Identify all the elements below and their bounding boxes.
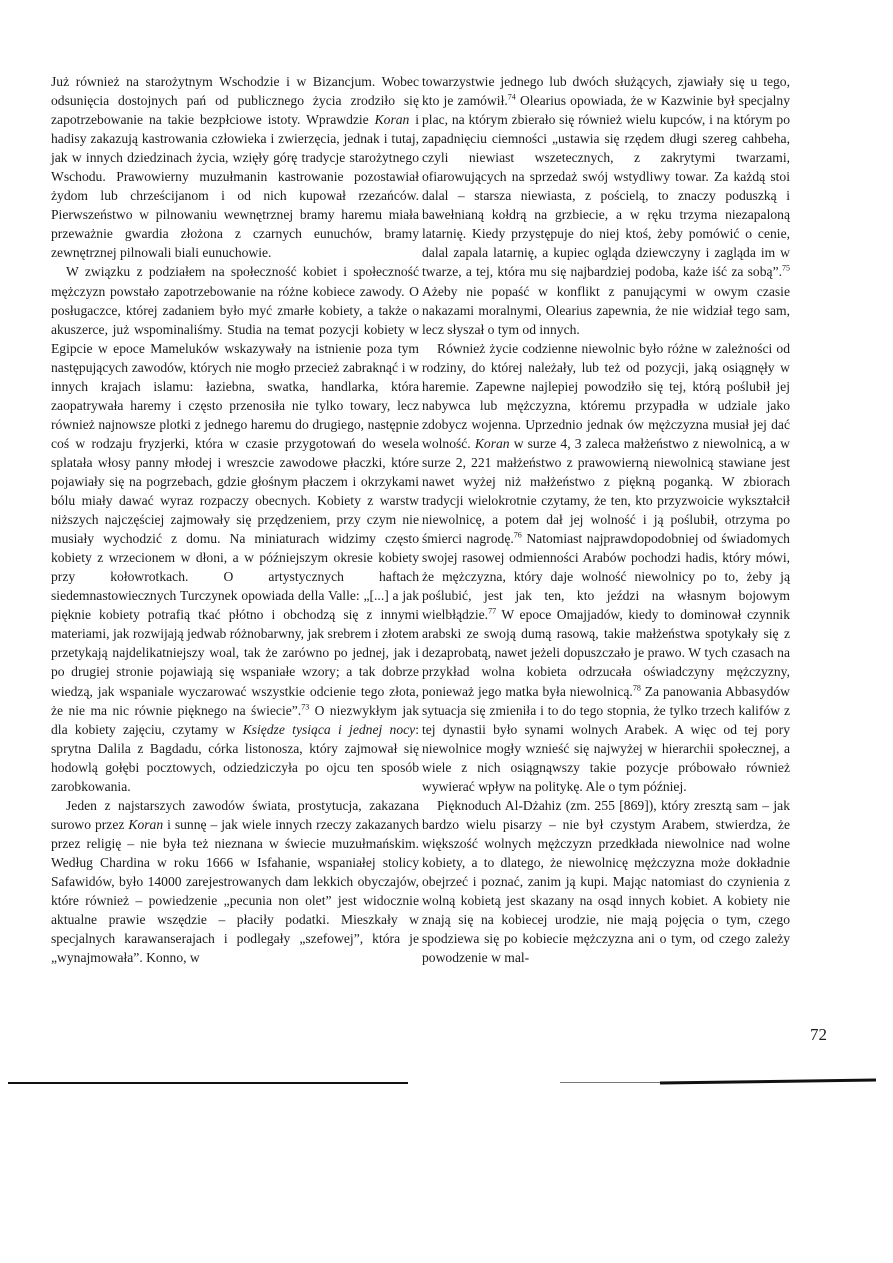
left-column [51, 72, 419, 967]
footer-rule-left [8, 1082, 408, 1084]
paragraph: towarzystwie jednego lub dwóch służących, zjawiały się u tego, kto je zamówił.$^{74}$ Olearius opowiada, że w Kazwinie był specjalny plac, na którym zbierało się również wielu kupców, i na którym po zapadnięciu ciemności „ustawia się rzędem długi szereg cahbeha, czyli niewiast wszetecznych, z zakrytymi twarzami, ofiarowujących na sprzedaż swój wstydliwy towar. Za każdą stoi dalal – starsza niewiasta, z pościelą, to znaczy poduszką i bawełnianą kołdrą na grzbiecie, a w ręku trzyma niezapaloną latarnię. Kiedy przystępuje do niej ktoś, żeby pomówić o cenie, dalal zapala latarnię, a kupiec ogląda dziewczyny i zagląda im w twarze, a tej, która mu się najbardziej podoba, każe iść za sobą”.$^{75}$ Ażeby nie popaść w konflikt z panującymi w owym czasie nakazami moralnymi, Olearius zapewnia, że nie widział tego sam, lecz słyszał o tym od innych. [422, 74, 791, 337]
footnote-ref: 77 [488, 606, 497, 616]
page-number: 72 [810, 1025, 827, 1044]
right-column [422, 72, 790, 967]
footnote-ref: 76 [513, 530, 522, 540]
paragraph: Również życie codzienne niewolnic było różne w zależności od rodziny, do której należały, lub też od pozycji, jaką osiągnęły w haremie. Zapewne najlepiej powodziło się tej, którą poślubił jej nabywca lub mężczyzna, któremu przypadła w udziale jako zdobycz wojenna. Uprzednio jednak ów mężczyzna musiał jej dać wolność. Koran w surze 4, 3 zaleca małżeństwo z niewolnicą, a w surze 2, 221 małżeństwo z prawowierną niewolnicą stawiane jest nawet wyżej niż małżeństwo z piękną poganką. W zbiorach tradycji wielokrotnie czytamy, że ten, kto przyzwoicie wykształcił niewolnicę, a potem dał jej wolność i ją poślubił, otrzyma po śmierci nagrodę.$^{76}$ Natomiast najprawdopodobniej od świadomych swojej rasowej odmienności Arabów pochodzi hadis, który mówi, że mężczyzna, który daje wolność niewolnicy po to, żeby ją poślubić, jest jak ten, kto jeździ na własnym bojowym wielbłądzie.$^{77}$ W epoce Omajjadów, kiedy to dominował czynnik arabski ze swoją dumą rasową, takie małżeństwa spotykały się z dezaprobatą, nawet jeżeli dopuszczało je prawo. W tych czasach na przykład wolna kobieta odrzucała oświadczyny mężczyzny, ponieważ jego matka była niewolnicą.$^{78}$ Za panowania Abbasydów sytuacja się zmieniła i to do tego stopnia, że tylko trzech kalifów z tej dynastii było synami wolnych Arabek. A więc od tej pory niewolnice mogły wznieść się najwyżej w hierarchii społecznej, a wiele z nich osiągnąwszy takie pozycje próbowało również wywierać wpływ na politykę. Ale o tym później. [422, 340, 790, 794]
footnote-ref: 74 [507, 92, 516, 102]
footnote-ref: 73 [301, 702, 310, 712]
footnote-ref: 78 [632, 682, 641, 692]
paragraph: Jeden z najstarszych zawodów świata, prostytucja, zakazana surowo przez Koran i sunnę – jak wiele innych rzeczy zakazanych przez religię – nie była też nieznana w świecie muzułmańskim. Według Chardina w roku 1666 w Isfahanie, wspaniałej stolicy Safawidów, było 14000 zarejestrowanych dam lekkich obyczajów, które również – powiedzenie „pecunia non olet” jest widocznie aktualne prawie wszędzie – płaciły podatki. Mieszkały w specjalnych karawanserajach i podlegały „szefowej”, która je „wynajmowała”. Konno, w [51, 797, 419, 966]
footer-rule-right [660, 1078, 876, 1084]
footnote-ref: 75 [782, 263, 790, 273]
paragraph: W związku z podziałem na społeczność kobiet i społeczność mężczyzn powstało zapotrzebowanie na różne kobiece zawody. O posługaczce, której zadaniem było myć zmarłe kobiety, a także o akuszerce, już wspominaliśmy. Studia na temat pozycji kobiety w Egipcie w epoce Mameluków wskazywały na istnienie poza tym następujących zawodów, których nie mogło przecież zabraknąć i w innych krajach islamu: łaziebna, swatka, handlarka, która zaopatrywała haremy i często przenosiła nie tylko towary, lecz również najnowsze plotki z jednego haremu do drugiego, następnie coś w rodzaju fryzjerki, która w czasie przygotowań do wesela splatała włosy panny młodej i wreszcie zawodowe płaczki, które pojawiały się na pogrzebach, gdzie głośnym płaczem i okrzykami bólu miały dawać wyraz rozpaczy obecnych. Kobiety z warstw niższych najczęściej zajmowały się przędzeniem, przy czym nie musiały wychodzić z domu. Na miniaturach widzimy często kobiety z wrzecionem w dłoni, a w późniejszym okresie kobiety przy kołowrotkach. O artystycznych haftach siedemnastowiecznych Turczynek opowiada della Valle: „[...] a jak pięknie kobiety potrafią tkać płótno i obchodzą się z innymi materiami, jak rozwijają jedwab różnobarwny, jak srebrem i złotem przetykają najdelikatniejszy woal, tak że zarówno po jednej, jak i po drugiej stronie pojawiają się wspaniałe wzory; a tak dobrze wiedzą, jak wspaniale wyczarować wszystkie odcienie tego złota, że nie ma nic równie pięknego na świecie”.$^{73}$ O niezwykłym jak dla kobiety zajęciu, czytamy w Księdze tysiąca i jednej nocy: sprytna Dalila z Bagdadu, córka listonosza, który zajmował się hodowlą gołębi pocztowych, odziedziczyła po ojcu ten sposób zarobkowania. [51, 264, 419, 794]
paragraph: Już również na starożytnym Wschodzie i w Bizancjum. Wobec odsunięcia dostojnych pań od publicznego życia zrodziło się zapotrzebowanie na takie bezpłciowe istoty. Wprawdzie Koran i hadisy zakazują kastrowania człowieka i zwierzęcia, jednak i tutaj, jak w innych dziedzinach życia, wzięły górę tradycje starożytnego Wschodu. Prawowierny muzułmanin kastrowanie pozostawiał żydom lub chrześcijanom i od nich kupował rzezańców. Pierwszeństwo w pilnowaniu wewnętrznej bramy haremu miała przeważnie gwardia złożona z czarnych eunuchów, bramy zewnętrznej pilnowali biali eunuchowie. [51, 74, 419, 261]
paragraph: Pięknoduch Al-Dżahiz (zm. 255 [869]), który zresztą sam – jak bardzo wielu pisarzy – nie był czystym Arabem, stwierdza, że większość wolnych mężczyzn przedkłada niewolnice nad wolne kobiety, a to dlatego, że niewolnicę mężczyzna może dokładnie obejrzeć i poznać, zanim ją kupi. Mając natomiast do czynienia z wolną kobietą jest skazany na osąd innych kobiet. A kobiety nie znają się na kobiecej urodzie, nie mają pojęcia o tym, czego spodziewa się po kobiecie mężczyzna ani o tym, od czego zależy powodzenie w mal- [422, 797, 790, 966]
footer-rule-faint [560, 1082, 660, 1083]
